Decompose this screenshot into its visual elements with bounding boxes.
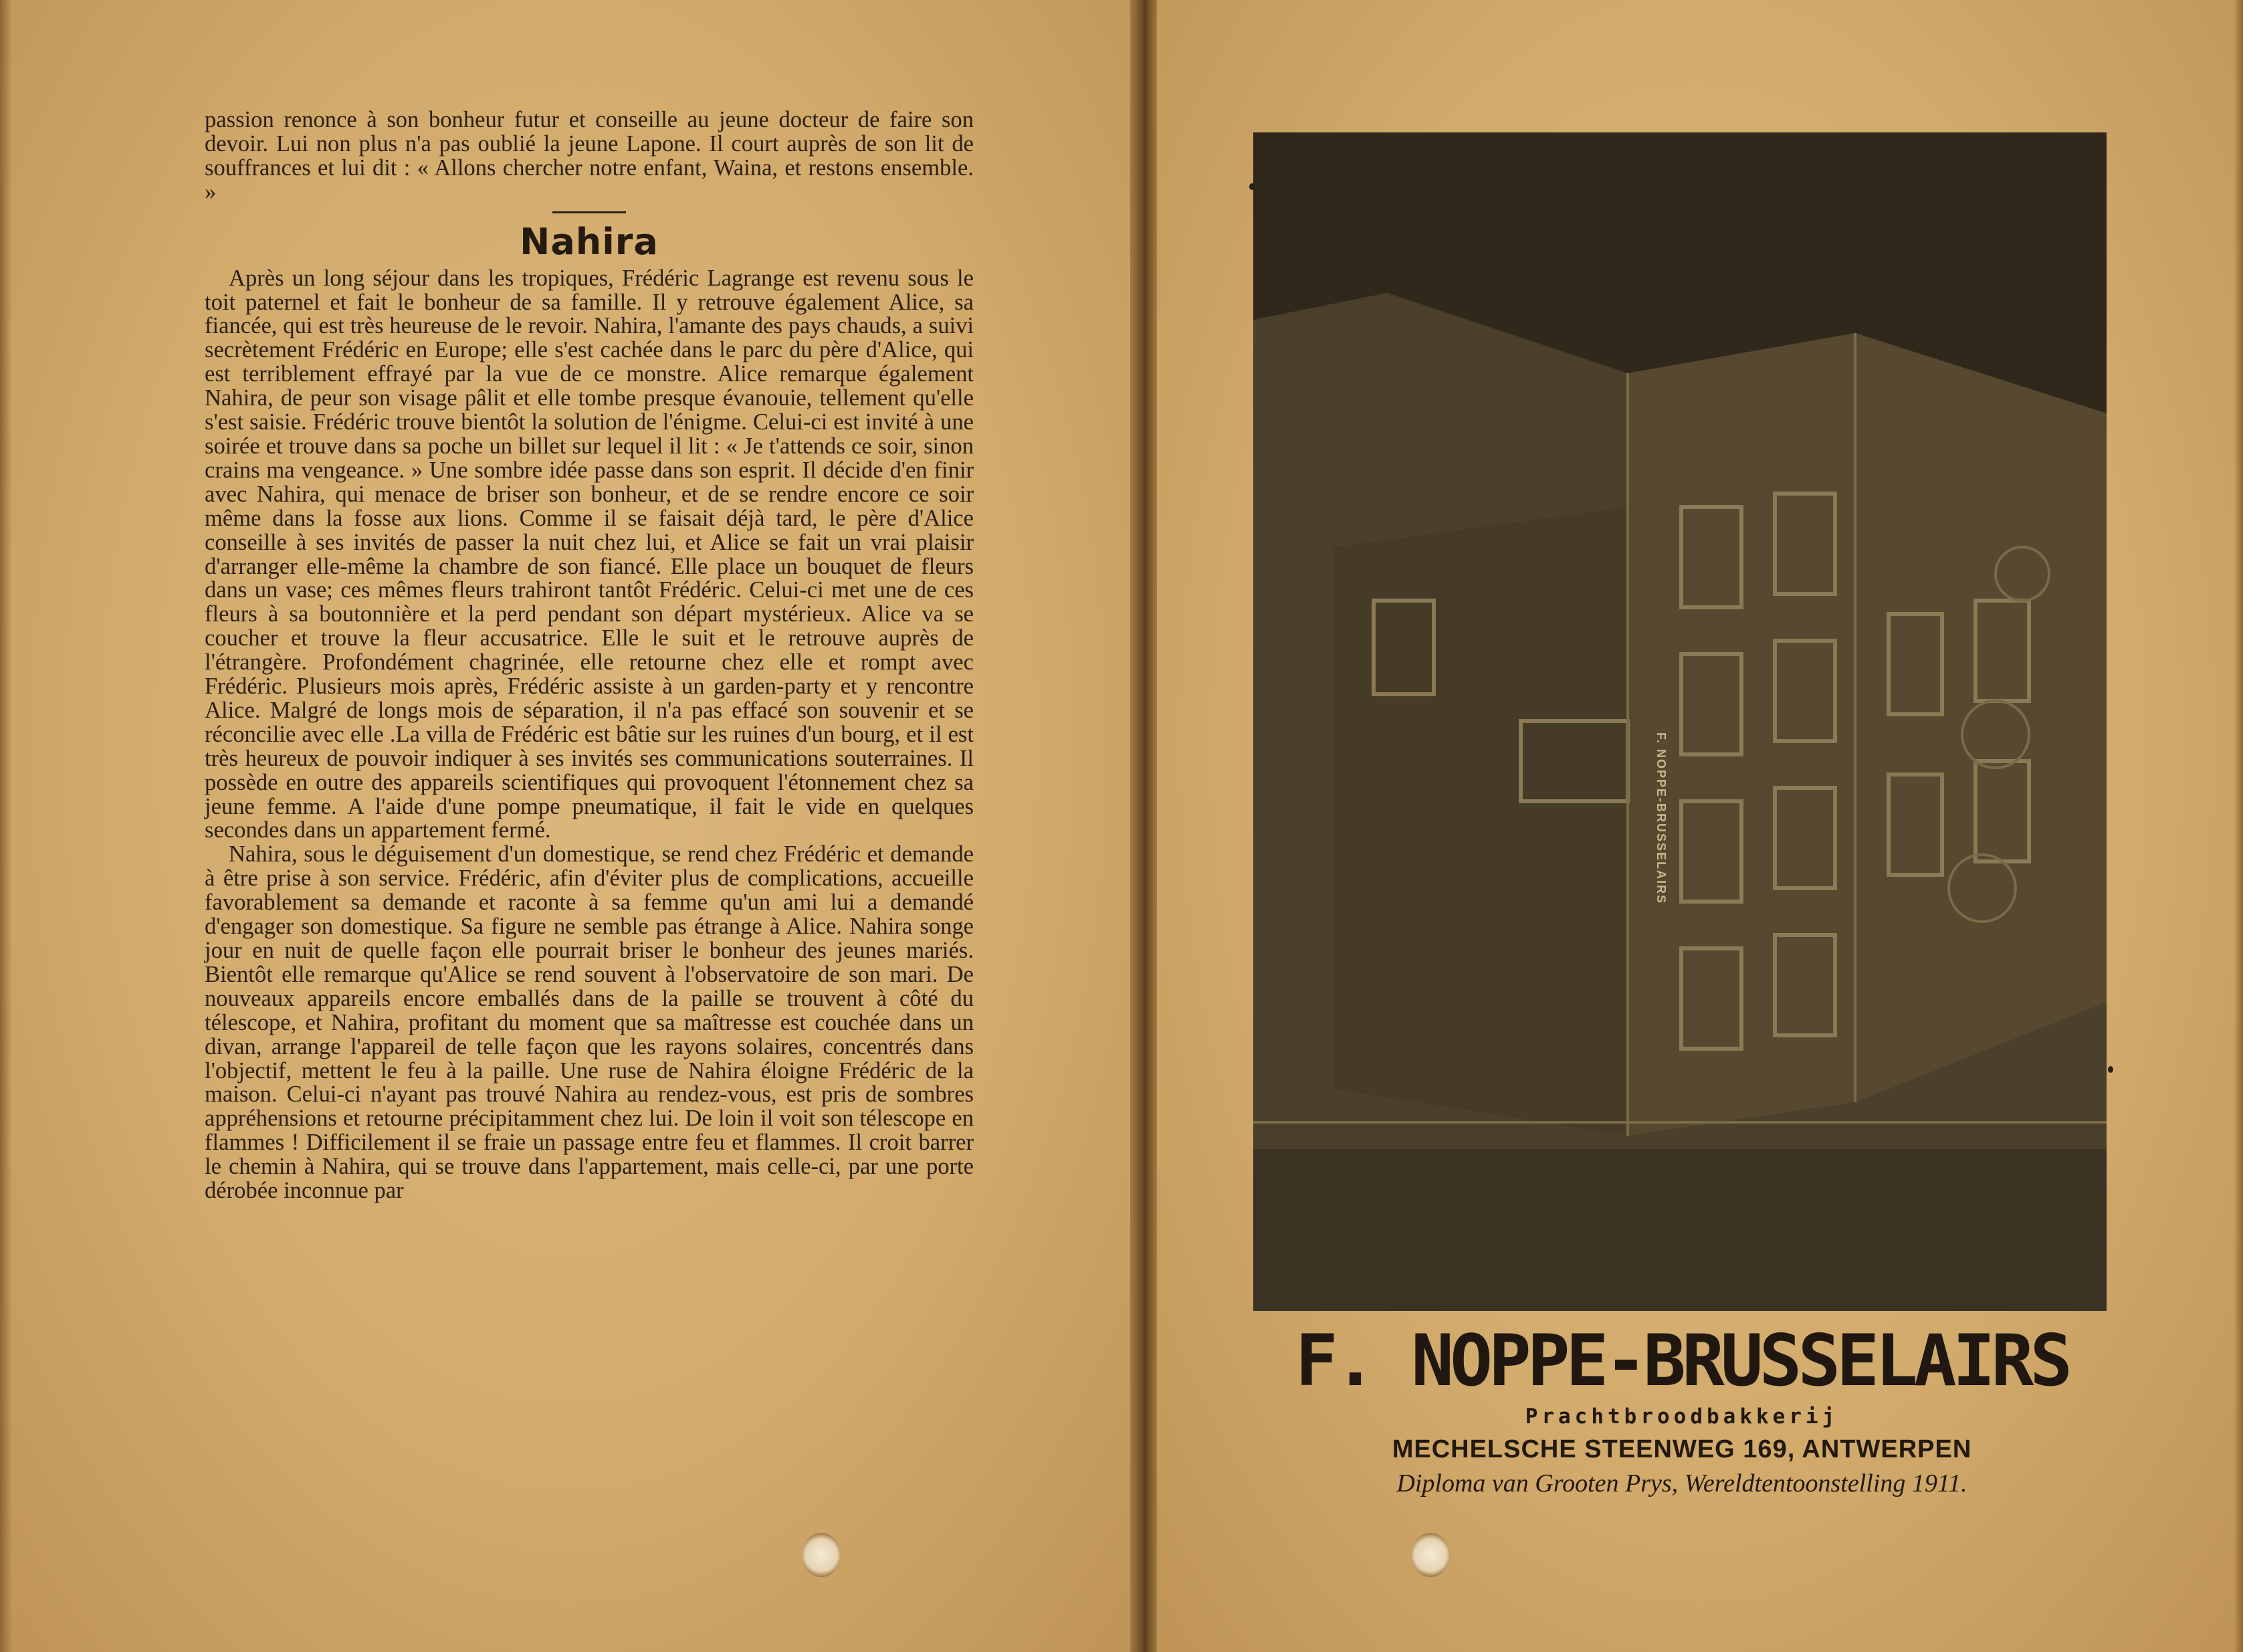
shop-sign: F. NOPPE-BRUSSELAIRS: [1654, 732, 1668, 905]
article-column: [205, 108, 974, 1203]
building-illustration: [1253, 132, 2107, 1311]
page-edge-shadow: [2234, 0, 2243, 1652]
book-gutter: [1130, 0, 1157, 1652]
section-heading: Nahira: [520, 220, 659, 263]
body-paragraph: Nahira, sous le déguisement d'un domestique, se rend chez Frédéric et demande à être prise à son service. Frédéric, afin d'éviter plus de complications, accueille favorablement sa demande et raconte à sa femme qu'un ami lui a demandé d'engager son domestique. Sa figure ne semble pas étrange à Alice. Nahira songe jour en nuit de quelle façon elle pourrait briser le bonheur des jeunes mariés. Bientôt elle remarque qu'Alice se rend souvent à l'observatoire de son mari. De nouveaux appareils encore emballés dans de la paille se trouvent à côté du télescope, et Nahira, profitant du moment que sa maîtresse est couchée dans un divan, arrange l'appareil de telle façon que les rayons solaires, concentrés dans l'objectif, mettent le feu à la paille. Une ruse de Nahira éloigne Frédéric de la maison. Celui-ci n'ayant pas trouvé Nahira au rendez-vous, est pris de sombres appréhensions et retourne précipitamment chez lui. De loin il voit son télescope en flammes ! Difficilement il se fraie un passage entre feu et flammes. Il croit barrer le chemin à Nahira, qui se trouve dans l'appartement, mais celle-ci, par une porte dérobée inconnue par: [205, 841, 974, 1204]
binding-hole: [1411, 1533, 1450, 1577]
ink-speck: [2108, 1066, 2113, 1073]
bakery-photo: [1253, 132, 2107, 1311]
body-paragraph: Après un long séjour dans les tropiques, Frédéric Lagrange est revenu sous le toit paternel et fait le bonheur de sa famille. Il y retrouve également Alice, sa fiancée, qui est très heureuse de le revoir. Nahira, l'amante des pays chauds, a suivi secrètement Frédéric en Europe; elle s'est cachée dans le parc du père d'Alice, qui est terriblement effrayé par la vue de ce monstre. Alice remarque également Nahira, de peur son visage pâlit et elle tombe presque évanouie, tellement qu'elle s'est saisie. Frédéric trouve bientôt la solution de l'énigme. Celui-ci est invité à une soirée et trouve dans sa poche un billet sur lequel il lit : « Je t'attends ce soir, sinon crains ma vengeance. » Une sombre idée passe dans son esprit. Il décide d'en finir avec Nahira, qui menace de briser son bonheur, et de se rendre encore ce soir même dans la fosse aux lions. Comme il se faisait déjà tard, le père d'Alice conseille à ses invités de passer la nuit chez lui, et Alice se fait un vrai plaisir d'arranger elle-même la chambre de son fiancé. Elle place un bouquet de fleurs dans un vase; ces mêmes fleurs trahiront tantôt Frédéric. Celui-ci met une de ces fleurs à sa boutonnière et la perd pendant son départ mystérieux. Alice va se coucher et trouve la fleur accusatrice. Elle le suit et le retrouve auprès de l'étrangère. Profondément chagrinée, elle retourne chez elle et rompt avec Frédéric. Plusieurs mois après, Frédéric assiste à un garden-party et y rencontre Alice. Malgré de longs mois de séparation, il n'a pas effacé son souvenir et se réconcilie avec elle .La villa de Frédéric est bâtie sur les ruines d'un bourg, et il est très heureux de pouvoir indiquer à ses invités ses communications souterraines. Il possède en outre des appareils scientifiques qui provoquent l'étonnement chez sa jeune femme. A l'aide d'une pompe pneumatique, il fait le vide en quelques secondes dans un appartement fermé.: [205, 265, 974, 843]
page-edge-shadow: [0, 0, 12, 1652]
advertiser-address: MECHELSCHE STEENWEG 169, ANTWERPEN: [1392, 1435, 1972, 1463]
diploma-line: Diploma van Grooten Prys, Wereldtentoonstelling 1911.: [1396, 1469, 1967, 1498]
intro-paragraph: passion renonce à son bonheur futur et conseille au jeune docteur de faire son devoir. Lui non plus n'a pas oublié la jeune Lapone. Il court auprès de son lit de souffrances et lui dit : « Allons chercher notre enfant, Waina, et restons ensemble. »: [205, 107, 974, 205]
binding-hole: [802, 1533, 841, 1577]
business-type: Prachtbroodbakkerij: [1525, 1405, 1839, 1429]
advertiser-name: F. NOPPE-BRUSSELAIRS: [1295, 1320, 2069, 1402]
ink-speck: [1249, 183, 1255, 190]
section-divider: [552, 211, 626, 213]
